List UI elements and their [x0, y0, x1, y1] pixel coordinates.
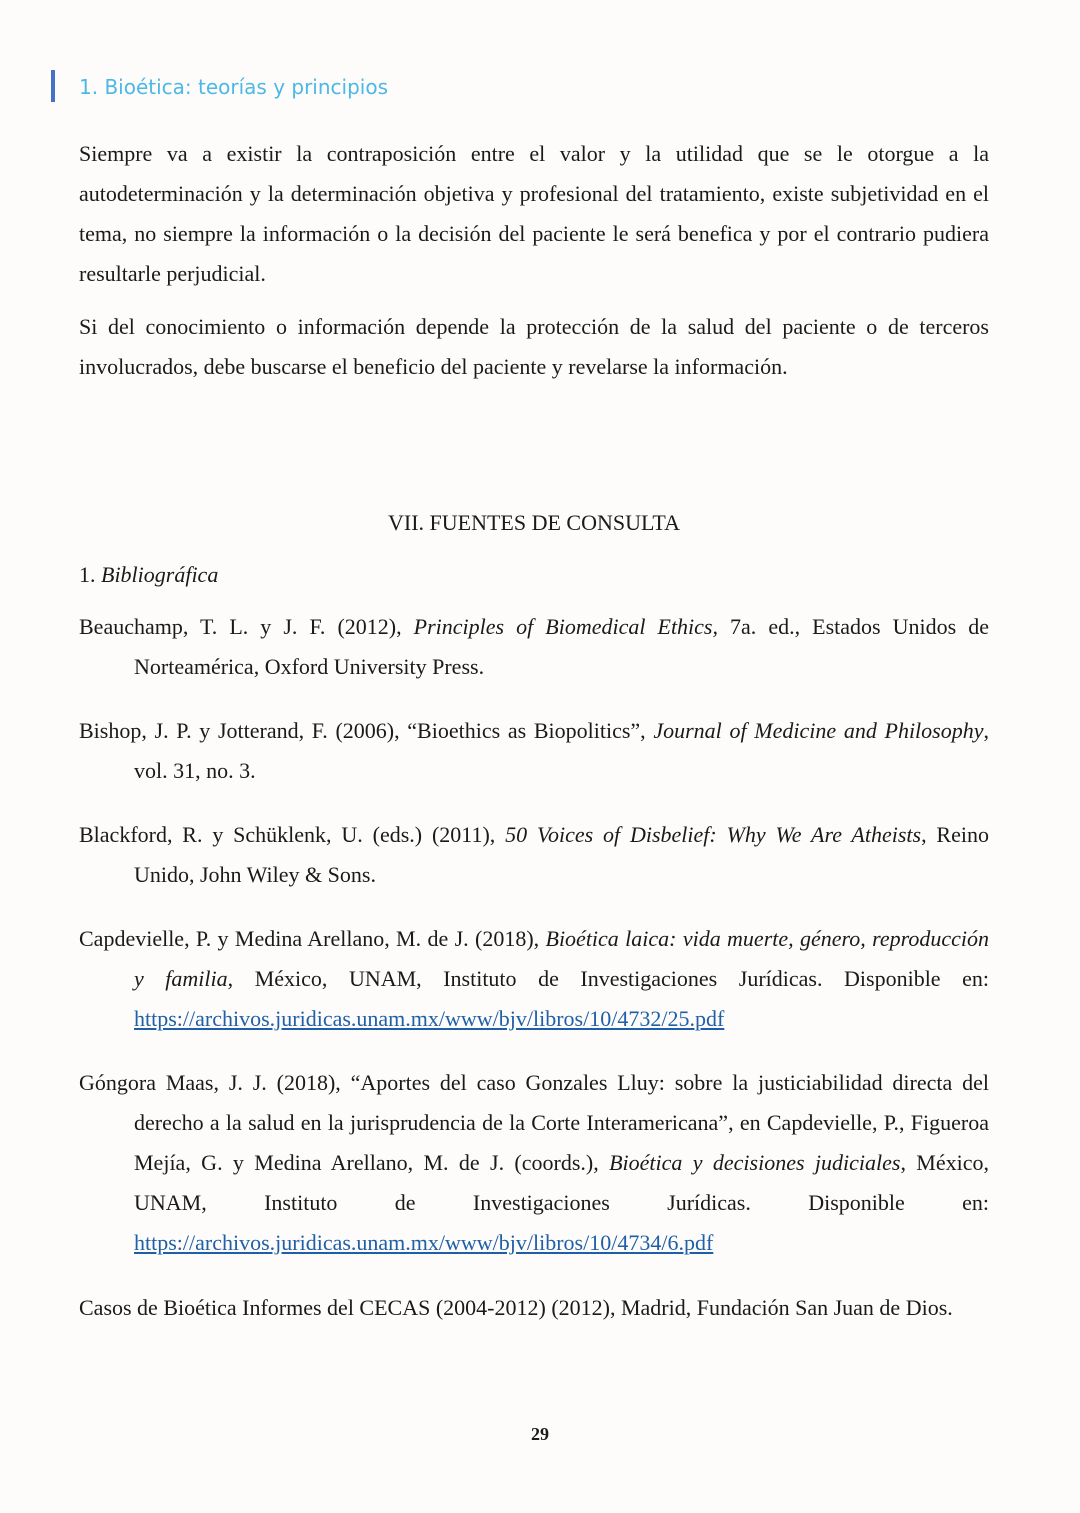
reference-entry: [79, 711, 989, 791]
reference-text: Beauchamp, T. L. y J. F. (2012),: [79, 614, 414, 639]
reference-entry: [79, 1063, 989, 1263]
reference-title: Bioética y decisiones judiciales: [609, 1150, 901, 1175]
reference-text: , vol. 31, no. 3.: [134, 718, 989, 783]
reference-text: Capdevielle, P. y Medina Arellano, M. de J. (2018),: [79, 926, 546, 951]
reference-text: , Reino Unido, John Wiley & Sons.: [134, 822, 989, 887]
subsection-number: 1.: [79, 562, 101, 587]
reference-entry: [79, 919, 989, 1039]
subsection-title: Bibliográfica: [101, 562, 219, 587]
reference-title: Principles of Biomedical Ethics,: [413, 614, 718, 639]
reference-text: Casos de Bioética Informes del CECAS (2004-2012) (2012), Madrid, Fundación San Juan de Dios.: [79, 1295, 953, 1320]
reference-entry: [79, 1288, 989, 1328]
reference-entry: [79, 815, 989, 895]
paragraph-2: Si del conocimiento o información depende la protección de la salud del paciente o de terceros involucrados, debe buscarse el beneficio del paciente y revelarse la información.: [79, 314, 989, 379]
reference-link[interactable]: https://archivos.juridicas.unam.mx/www/bjv/libros/10/4732/25.pdf: [134, 1006, 725, 1031]
reference-text: , México, UNAM, Instituto de Investigaciones Jurídicas. Disponible en:: [134, 1150, 989, 1215]
reference-link[interactable]: https://archivos.juridicas.unam.mx/www/bjv/libros/10/4734/6.pdf: [134, 1230, 714, 1255]
paragraph-1: Siempre va a existir la contraposición entre el valor y la utilidad que se le otorgue a la autodeterminación y la determinación objetiva y profesional del tratamiento, existe subjetividad en el tema, no siempre la información o la decisión del paciente le será benefica y por el contrario pudiera resultarle perjudicial.: [79, 141, 989, 286]
reference-text: Bishop, J. P. y Jotterand, F. (2006), “Bioethics as Biopolitics”,: [79, 718, 654, 743]
reference-entry: [79, 607, 989, 687]
reference-title: Bioética laica: vida muerte, género, reproducción y familia: [134, 926, 989, 991]
reference-text: , México, UNAM, Instituto de Investigaciones Jurídicas. Disponible en:: [227, 966, 989, 991]
reference-text: 7a. ed., Estados Unidos de Norteamérica, Oxford University Press.: [134, 614, 989, 679]
chapter-title: VII. FUENTES DE CONSULTA: [388, 510, 680, 535]
subsection-heading: [79, 555, 989, 595]
page-number: 29: [531, 1424, 549, 1444]
reference-title: 50 Voices of Disbelief: Why We Are Atheists: [505, 822, 922, 847]
section-heading: 1. Bioética: teorías y principios: [79, 75, 389, 99]
reference-text: Góngora Maas, J. J. (2018), “Aportes del caso Gonzales Lluy: sobre la justiciabilidad directa del derecho a la salud en la jurisprudencia de la Corte Interamericana”, en Capdevielle, P., Figueroa Mejía, G. y Medina Arellano, M. de J. (coords.),: [79, 1070, 989, 1175]
reference-title: Journal of Medicine and Philosophy: [653, 718, 984, 743]
heading-accent-bar: [51, 70, 55, 102]
reference-text: Blackford, R. y Schüklenk, U. (eds.) (2011),: [79, 822, 506, 847]
